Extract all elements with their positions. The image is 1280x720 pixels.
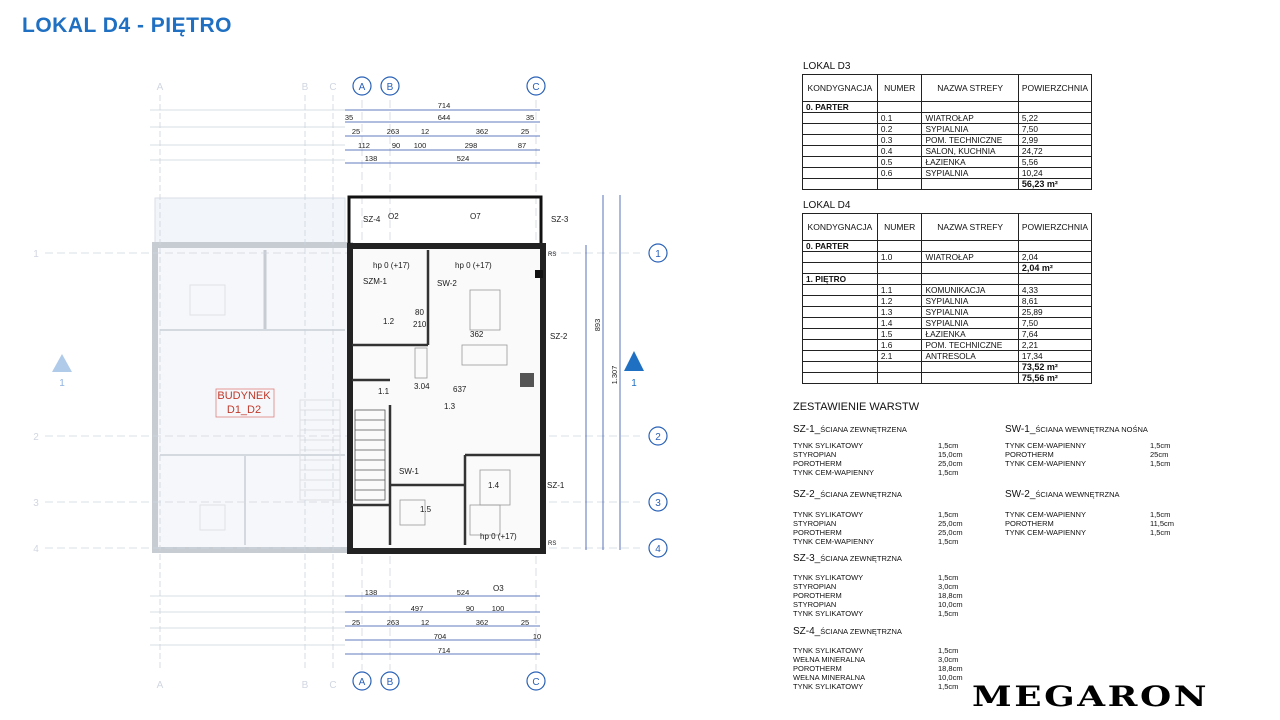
- subtotal-area: 2,04 m²: [1018, 263, 1091, 274]
- rs-label: RS: [548, 252, 557, 258]
- height-label: hp 0 (+17): [480, 532, 517, 541]
- dim-label: 25: [520, 127, 530, 136]
- axis-label: A: [358, 82, 366, 93]
- axis-label: A: [156, 680, 164, 691]
- table-d4: [802, 213, 1092, 384]
- wall-spec-sz1: SZ-1_ŚCIANA ZEWNĘTRZENA TYNK SYLIKATOWY 1,5cm STYROPIAN 15,0cm POROTHERM 25,0cm TYNK CEM-WAPIENNY 1,5cm: [793, 424, 963, 477]
- table-header: KONDYGNACJA: [803, 75, 878, 102]
- wall-spec-sz2: SZ-2_ŚCIANA ZEWNĘTRZNA TYNK SYLIKATOWY 1,5cm STYROPIAN 25,0cm POROTHERM 25,0cm TYNK CEM-WAPIENNY 1,5cm: [793, 489, 963, 546]
- axis-label: 4: [655, 544, 661, 555]
- dim-label: 362: [475, 127, 489, 136]
- dim-label: 90: [391, 141, 401, 150]
- axis-label: C: [532, 82, 540, 93]
- table-d3: [802, 74, 1092, 190]
- table-row: 1.5 ŁAZIENKA 7,64: [803, 329, 1092, 340]
- axis-label: B: [386, 677, 394, 688]
- wall-tag: SZM-1: [363, 277, 387, 286]
- dim-label: 12: [420, 618, 430, 627]
- section-arrow-icon: [624, 351, 644, 371]
- page-title: LOKAL D4 - PIĘTRO: [22, 14, 232, 37]
- axis-label: 3: [655, 498, 661, 509]
- section-label: 0. PARTER: [803, 241, 878, 252]
- section-label: 0. PARTER: [803, 102, 878, 113]
- axis-label: B: [386, 82, 394, 93]
- axis-label: 2: [655, 432, 661, 443]
- table-row: 1.1 KOMUNIKACJA 4,33: [803, 285, 1092, 296]
- room-number: 1.1: [378, 387, 390, 396]
- dim-label: 362: [475, 618, 489, 627]
- table-row: 1.3 SYPIALNIA 25,89: [803, 307, 1092, 318]
- section-arrow-icon: [52, 354, 72, 372]
- height-label: hp 0 (+17): [373, 261, 410, 270]
- table-row: 0.4 SALON, KUCHNIA 24,72: [803, 146, 1092, 157]
- axis-label: C: [329, 82, 337, 93]
- unit-d4-walls: [349, 197, 543, 551]
- axis-label: 2: [33, 432, 39, 443]
- dim-label: 100: [491, 604, 505, 613]
- dim-label: 90: [465, 604, 475, 613]
- table-header: NAZWA STREFY: [922, 214, 1018, 241]
- table-d3-title: LOKAL D3: [803, 61, 851, 72]
- table-row: 0.1 WIATROŁAP 5,22: [803, 113, 1092, 124]
- window-tag: O2: [388, 212, 399, 221]
- room-number: 1.3: [444, 402, 456, 411]
- total-area: 56,23 m²: [1018, 179, 1091, 190]
- room-number: 1.2: [383, 317, 395, 326]
- dim-label: 138: [364, 588, 378, 597]
- room-number: 1.5: [420, 505, 432, 514]
- table-row: 1.0 WIATROŁAP 2,04: [803, 252, 1092, 263]
- dim-label: 298: [464, 141, 478, 150]
- megaron-logo: MEGARON: [972, 680, 1210, 713]
- wall-spec-sz3: SZ-3_ŚCIANA ZEWNĘTRZNA TYNK SYLIKATOWY 1,5cm STYROPIAN 3,0cm POROTHERM 18,8cm STYROPIAN 10,0cm TYNK SYLIKATOWY 1,5cm: [793, 553, 963, 618]
- rs-label: RS: [548, 541, 557, 547]
- table-row: 0.2 SYPIALNIA 7,50: [803, 124, 1092, 135]
- table-row: 0.6 SYPIALNIA 10,24: [803, 168, 1092, 179]
- table-header: POWIERZCHNIA: [1018, 214, 1091, 241]
- building-label: BUDYNEK: [217, 390, 271, 402]
- dim-label: 87: [517, 141, 527, 150]
- axis-label: C: [329, 680, 337, 691]
- dim-label: 35: [525, 113, 535, 122]
- floor-plan: [0, 60, 700, 720]
- table-row: 2.1 ANTRESOLA 17,34: [803, 351, 1092, 362]
- dim-label: 497: [410, 604, 424, 613]
- table-d4-title: LOKAL D4: [803, 200, 851, 211]
- axis-label: A: [358, 677, 366, 688]
- table-header: NAZWA STREFY: [922, 75, 1018, 102]
- section-label: 1: [631, 378, 637, 389]
- axis-label: B: [301, 82, 309, 93]
- dim-label: 112: [358, 141, 370, 150]
- table-header: NUMER: [877, 214, 922, 241]
- dim-label: 644: [437, 113, 451, 122]
- wall-tag: SZ-2: [550, 332, 568, 341]
- axis-label: 1: [33, 249, 39, 260]
- wall-tag: SZ-4: [363, 215, 381, 224]
- dim-label: 25: [351, 127, 361, 136]
- dim-label: 263: [386, 127, 400, 136]
- axis-label: 4: [33, 544, 39, 555]
- subtotal-area: 73,52 m²: [1018, 362, 1091, 373]
- window-tag: O3: [493, 584, 504, 593]
- grand-total-area: 75,56 m²: [1018, 373, 1091, 384]
- table-row: 0.5 ŁAZIENKA 5,56: [803, 157, 1092, 168]
- table-header: NUMER: [877, 75, 922, 102]
- wall-tag: SW-1: [399, 467, 419, 476]
- dim-label: 524: [456, 588, 470, 597]
- dim-label: 362: [470, 330, 484, 339]
- axis-label: 3: [33, 498, 39, 509]
- window-tag: O7: [470, 212, 481, 221]
- layers-title: ZESTAWIENIE WARSTW: [793, 401, 920, 413]
- dim-label: 3.04: [414, 382, 430, 391]
- table-row: 0.3 POM. TECHNICZNE 2,99: [803, 135, 1092, 146]
- dim-label: 12: [420, 127, 430, 136]
- table-row: 1.4 SYPIALNIA 7,50: [803, 318, 1092, 329]
- table-row: 1.6 POM. TECHNICZNE 2,21: [803, 340, 1092, 351]
- wall-spec-sz4: SZ-4_ŚCIANA ZEWNĘTRZNA TYNK SYLIKATOWY 1,5cm WEŁNA MINERALNA 3,0cm POROTHERM 18,8cm WEŁNA MINERALNA 10,0cm TYNK SYLIKATOWY 1,5cm: [793, 626, 963, 691]
- wall-spec-sw2: SW-2_ŚCIANA WEWNĘTRZNA TYNK CEM-WAPIENNY 1,5cm POROTHERM 11,5cm TYNK CEM-WAPIENNY 1,5cm: [1005, 489, 1175, 537]
- axis-label: 1: [655, 249, 661, 260]
- table-header: POWIERZCHNIA: [1018, 75, 1091, 102]
- dim-label: 1.307: [610, 365, 619, 385]
- wall-tag: SZ-1: [547, 481, 565, 490]
- axis-label: A: [156, 82, 164, 93]
- door-width: 80: [415, 308, 424, 317]
- door-height: 210: [413, 320, 427, 329]
- neighbour-building: [155, 198, 350, 550]
- dim-total-top: 714: [437, 101, 451, 110]
- wall-tag: SW-2: [437, 279, 457, 288]
- dim-label: 10: [532, 632, 542, 641]
- height-label: hp 0 (+17): [455, 261, 492, 270]
- dim-label: 893: [593, 318, 602, 332]
- building-label: D1_D2: [226, 404, 262, 416]
- dim-total-bottom: 714: [437, 646, 451, 655]
- dim-label: 25: [520, 618, 530, 627]
- axis-label: B: [301, 680, 309, 691]
- wall-tag: SZ-3: [551, 215, 569, 224]
- section-label: 1. PIĘTRO: [803, 274, 878, 285]
- dim-label: 524: [456, 154, 470, 163]
- table-header: KONDYGNACJA: [803, 214, 878, 241]
- room-number: 1.4: [488, 481, 500, 490]
- dim-label: 263: [386, 618, 400, 627]
- dim-label: 35: [344, 113, 354, 122]
- dim-label: 25: [351, 618, 361, 627]
- dim-label: 637: [453, 385, 467, 394]
- table-row: 1.2 SYPIALNIA 8,61: [803, 296, 1092, 307]
- dim-label: 138: [364, 154, 378, 163]
- dim-label: 704: [433, 632, 447, 641]
- dim-label: 100: [413, 141, 427, 150]
- axis-label: C: [532, 677, 540, 688]
- section-label: 1: [59, 378, 65, 389]
- wall-spec-sw1: SW-1_ŚCIANA WEWNĘTRZNA NOŚNA TYNK CEM-WAPIENNY 1,5cm POROTHERM 25cm TYNK CEM-WAPIENNY 1,5cm: [1005, 424, 1171, 468]
